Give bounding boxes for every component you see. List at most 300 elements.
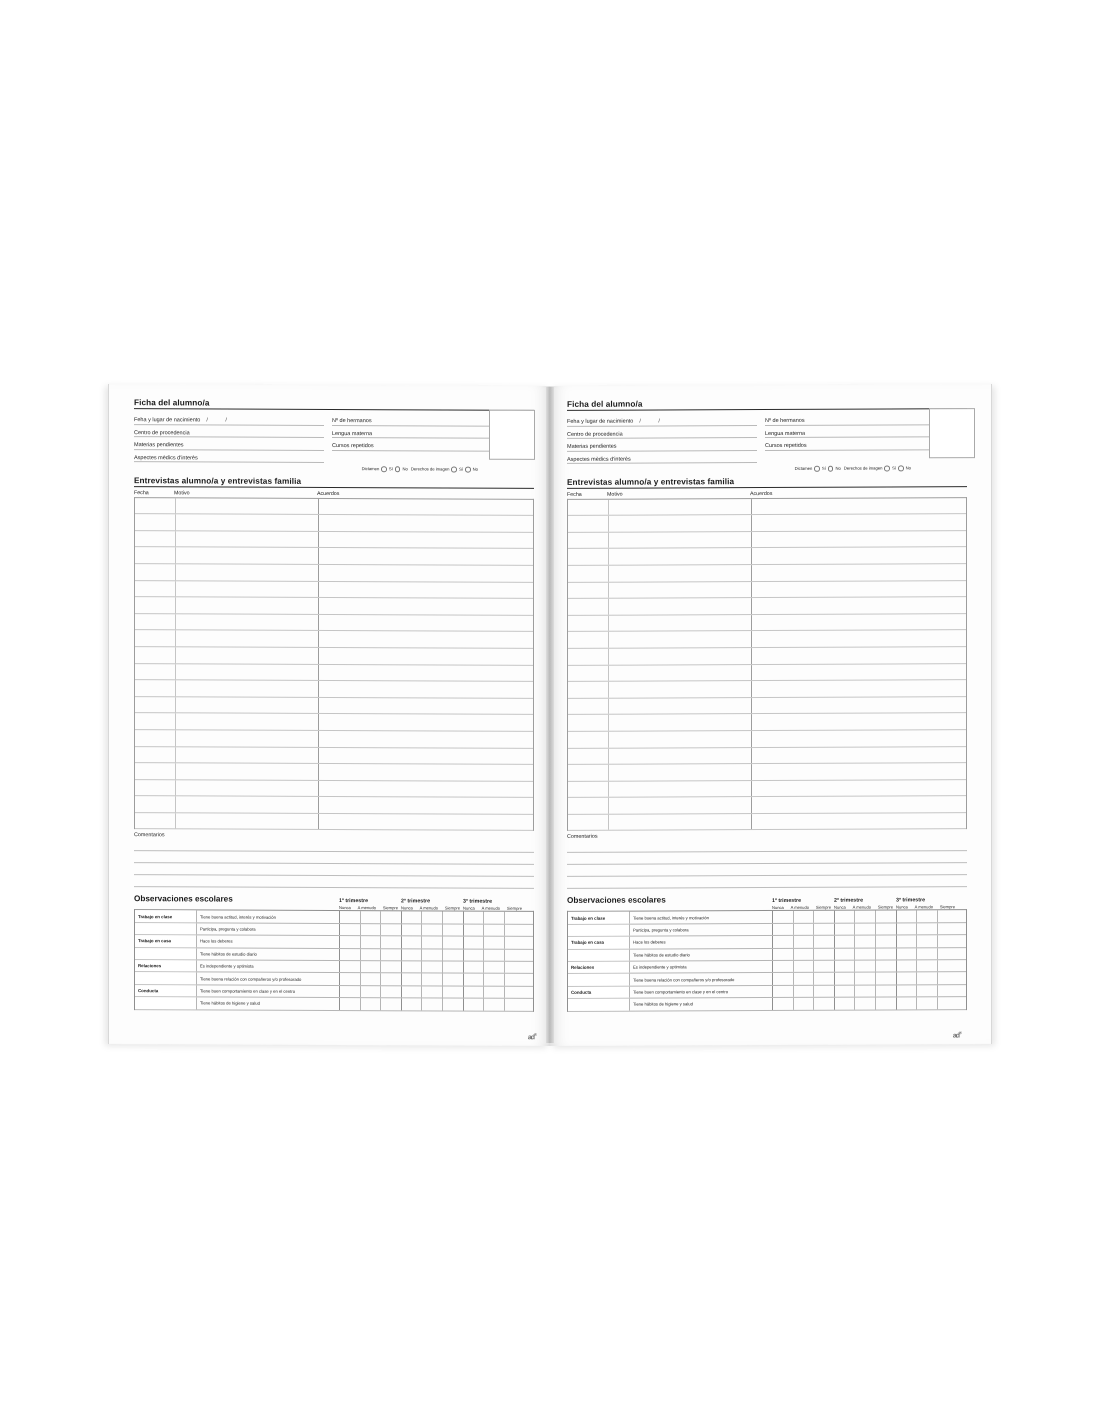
table-row[interactable] <box>568 713 966 731</box>
observacion-checkbox-cell[interactable] <box>917 948 938 959</box>
cell-motivo[interactable] <box>609 565 752 581</box>
observacion-checkbox-cell[interactable] <box>855 923 876 934</box>
observacion-checkbox-cell[interactable] <box>402 999 423 1010</box>
table-row[interactable] <box>568 630 966 648</box>
table-row[interactable] <box>568 680 966 698</box>
cell-acuerdos[interactable] <box>752 514 966 531</box>
cell-acuerdos[interactable] <box>752 713 966 730</box>
observacion-checkbox-cell[interactable] <box>484 974 505 985</box>
cell-acuerdos[interactable] <box>752 697 966 714</box>
table-row[interactable] <box>135 747 533 765</box>
cell-fecha[interactable] <box>568 748 609 764</box>
observacion-checkbox-cell[interactable] <box>917 911 938 922</box>
observacion-checkbox-cell[interactable] <box>505 987 526 998</box>
observacion-checkbox-cell[interactable] <box>422 949 443 960</box>
observacion-checkbox-cell[interactable] <box>794 911 815 922</box>
cell-acuerdos[interactable] <box>319 714 533 731</box>
cell-fecha[interactable] <box>135 697 176 713</box>
observacion-checkbox-cell[interactable] <box>361 924 382 935</box>
observacion-checkbox-cell[interactable] <box>361 912 382 923</box>
observacion-checkbox-cell[interactable] <box>422 912 443 923</box>
field-birth-date-place[interactable] <box>567 413 757 426</box>
cell-motivo[interactable] <box>176 780 319 796</box>
photo-placeholder-box[interactable] <box>489 410 535 460</box>
observacion-checkbox-cell[interactable] <box>340 924 361 935</box>
cell-fecha[interactable] <box>568 815 609 831</box>
cell-motivo[interactable] <box>609 532 752 548</box>
cell-motivo[interactable] <box>176 697 319 713</box>
cell-acuerdos[interactable] <box>319 698 533 715</box>
cell-motivo[interactable] <box>609 797 752 813</box>
observacion-checkbox-cell[interactable] <box>361 949 382 960</box>
table-row[interactable] <box>135 713 533 731</box>
cell-fecha[interactable] <box>568 566 609 582</box>
observacion-checkbox-cell[interactable] <box>917 923 938 934</box>
field-birth-date-place[interactable] <box>134 412 324 425</box>
cell-motivo[interactable] <box>609 615 752 631</box>
table-row[interactable] <box>135 630 533 648</box>
observacion-checkbox-cell[interactable] <box>917 960 938 971</box>
cell-fecha[interactable] <box>568 781 609 797</box>
cell-fecha[interactable] <box>568 798 609 814</box>
cell-acuerdos[interactable] <box>752 564 966 581</box>
cell-fecha[interactable] <box>568 549 609 565</box>
observacion-checkbox-cell[interactable] <box>505 937 526 948</box>
table-row[interactable] <box>568 697 966 715</box>
field-mother-tongue[interactable] <box>765 425 955 438</box>
observacion-checkbox-cell[interactable] <box>361 986 382 997</box>
observacion-checkbox-cell[interactable] <box>897 923 918 934</box>
observacion-checkbox-cell[interactable] <box>505 962 526 973</box>
cell-acuerdos[interactable] <box>752 498 966 515</box>
observacion-checkbox-cell[interactable] <box>773 961 794 972</box>
cell-acuerdos[interactable] <box>752 813 966 830</box>
observacion-checkbox-cell[interactable] <box>855 948 876 959</box>
observacion-checkbox-cell[interactable] <box>340 912 361 923</box>
cell-motivo[interactable] <box>609 681 752 697</box>
cell-acuerdos[interactable] <box>319 631 533 648</box>
cell-motivo[interactable] <box>609 748 752 764</box>
observacion-checkbox-cell[interactable] <box>422 974 443 985</box>
observacion-checkbox-cell[interactable] <box>484 937 505 948</box>
radio-icon[interactable] <box>898 465 904 471</box>
observacion-checkbox-cell[interactable] <box>443 912 464 923</box>
observacion-checkbox-cell[interactable] <box>484 986 505 997</box>
observacion-checkbox-cell[interactable] <box>422 937 443 948</box>
table-row[interactable] <box>135 581 533 599</box>
cell-fecha[interactable] <box>135 581 176 597</box>
cell-fecha[interactable] <box>568 649 609 665</box>
table-row[interactable] <box>568 581 966 599</box>
observacion-checkbox-cell[interactable] <box>938 935 959 946</box>
cell-fecha[interactable] <box>135 597 176 613</box>
observacion-checkbox-cell[interactable] <box>794 948 815 959</box>
cell-motivo[interactable] <box>176 564 319 580</box>
cell-fecha[interactable] <box>135 514 176 530</box>
photo-placeholder-box[interactable] <box>929 408 975 458</box>
observacion-checkbox-cell[interactable] <box>938 973 959 984</box>
cell-motivo[interactable] <box>609 582 752 598</box>
cell-acuerdos[interactable] <box>752 614 966 631</box>
observacion-checkbox-cell[interactable] <box>773 998 794 1009</box>
observacion-checkbox-cell[interactable] <box>505 999 526 1010</box>
field-repeated-courses[interactable] <box>765 437 955 450</box>
observacion-checkbox-cell[interactable] <box>505 925 526 936</box>
cell-fecha[interactable] <box>135 713 176 729</box>
observacion-checkbox-cell[interactable] <box>773 973 794 984</box>
cell-fecha[interactable] <box>135 630 176 646</box>
table-row[interactable] <box>568 763 966 781</box>
cell-acuerdos[interactable] <box>319 681 533 698</box>
cell-fecha[interactable] <box>568 632 609 648</box>
observacion-checkbox-cell[interactable] <box>402 912 423 923</box>
observacion-checkbox-cell[interactable] <box>794 936 815 947</box>
observacion-checkbox-cell[interactable] <box>917 997 938 1008</box>
observacion-checkbox-cell[interactable] <box>835 936 856 947</box>
cell-fecha[interactable] <box>135 680 176 696</box>
observacion-checkbox-cell[interactable] <box>773 986 794 997</box>
observacion-checkbox-cell[interactable] <box>876 973 897 984</box>
radio-icon[interactable] <box>395 466 401 472</box>
observacion-checkbox-cell[interactable] <box>402 986 423 997</box>
cell-motivo[interactable] <box>176 647 319 663</box>
cell-motivo[interactable] <box>176 730 319 746</box>
observacion-checkbox-cell[interactable] <box>402 974 423 985</box>
cell-fecha[interactable] <box>568 615 609 631</box>
observacion-checkbox-cell[interactable] <box>443 924 464 935</box>
observacion-checkbox-cell[interactable] <box>835 911 856 922</box>
observacion-checkbox-cell[interactable] <box>814 948 835 959</box>
observacion-checkbox-cell[interactable] <box>855 973 876 984</box>
table-row[interactable] <box>568 813 966 831</box>
cell-motivo[interactable] <box>609 698 752 714</box>
table-row[interactable] <box>135 564 533 582</box>
observacion-checkbox-cell[interactable] <box>361 974 382 985</box>
observacion-checkbox-cell[interactable] <box>443 937 464 948</box>
cell-fecha[interactable] <box>135 531 176 547</box>
cell-fecha[interactable] <box>568 665 609 681</box>
table-row[interactable] <box>135 647 533 665</box>
observacion-checkbox-cell[interactable] <box>484 925 505 936</box>
table-row[interactable] <box>135 614 533 632</box>
cell-motivo[interactable] <box>609 781 752 797</box>
observacion-checkbox-cell[interactable] <box>464 924 485 935</box>
observacion-checkbox-cell[interactable] <box>814 924 835 935</box>
table-row[interactable] <box>135 763 533 781</box>
table-row[interactable] <box>135 514 533 532</box>
observacion-checkbox-cell[interactable] <box>422 924 443 935</box>
cell-fecha[interactable] <box>568 582 609 598</box>
cell-acuerdos[interactable] <box>752 597 966 614</box>
observacion-checkbox-cell[interactable] <box>361 998 382 1009</box>
observacion-checkbox-cell[interactable] <box>505 974 526 985</box>
table-row[interactable] <box>135 531 533 549</box>
observacion-checkbox-cell[interactable] <box>855 911 876 922</box>
observacion-checkbox-cell[interactable] <box>876 911 897 922</box>
observacion-checkbox-cell[interactable] <box>361 961 382 972</box>
cell-acuerdos[interactable] <box>319 797 533 814</box>
field-previous-school[interactable] <box>134 425 324 438</box>
cell-acuerdos[interactable] <box>752 664 966 681</box>
observacion-checkbox-cell[interactable] <box>381 974 402 985</box>
observacion-checkbox-cell[interactable] <box>897 998 918 1009</box>
observacion-checkbox-cell[interactable] <box>855 998 876 1009</box>
cell-motivo[interactable] <box>609 548 752 564</box>
observacion-row[interactable] <box>568 997 966 1011</box>
cell-motivo[interactable] <box>176 498 319 514</box>
cell-acuerdos[interactable] <box>752 581 966 598</box>
observacion-checkbox-cell[interactable] <box>835 985 856 996</box>
cell-acuerdos[interactable] <box>752 630 966 647</box>
observacion-checkbox-cell[interactable] <box>917 985 938 996</box>
observacion-checkbox-cell[interactable] <box>917 973 938 984</box>
cell-acuerdos[interactable] <box>319 582 533 599</box>
cell-motivo[interactable] <box>176 797 319 813</box>
cell-motivo[interactable] <box>176 581 319 597</box>
cell-acuerdos[interactable] <box>319 548 533 565</box>
observacion-checkbox-cell[interactable] <box>938 923 959 934</box>
cell-motivo[interactable] <box>609 515 752 531</box>
cell-motivo[interactable] <box>609 731 752 747</box>
table-row[interactable] <box>568 514 966 532</box>
cell-fecha[interactable] <box>568 532 609 548</box>
observacion-checkbox-cell[interactable] <box>773 924 794 935</box>
observacion-checkbox-cell[interactable] <box>484 949 505 960</box>
cell-acuerdos[interactable] <box>752 796 966 813</box>
cell-fecha[interactable] <box>135 747 176 763</box>
table-row[interactable] <box>568 564 966 582</box>
table-row[interactable] <box>568 498 966 516</box>
field-siblings-count[interactable] <box>765 412 955 425</box>
observacion-checkbox-cell[interactable] <box>814 911 835 922</box>
cell-fecha[interactable] <box>135 548 176 564</box>
table-row[interactable] <box>568 796 966 814</box>
observacion-checkbox-cell[interactable] <box>814 973 835 984</box>
observacion-checkbox-cell[interactable] <box>938 960 959 971</box>
cell-acuerdos[interactable] <box>319 814 533 831</box>
cell-acuerdos[interactable] <box>319 648 533 665</box>
observacion-checkbox-cell[interactable] <box>484 912 505 923</box>
cell-motivo[interactable] <box>176 515 319 531</box>
radio-icon[interactable] <box>381 466 387 472</box>
table-row[interactable] <box>568 664 966 682</box>
table-row[interactable] <box>568 531 966 549</box>
observacion-checkbox-cell[interactable] <box>938 911 959 922</box>
cell-acuerdos[interactable] <box>752 763 966 780</box>
cell-motivo[interactable] <box>176 597 319 613</box>
field-medical-aspects[interactable] <box>567 451 757 464</box>
observacion-checkbox-cell[interactable] <box>855 961 876 972</box>
table-row[interactable] <box>568 597 966 615</box>
cell-motivo[interactable] <box>176 763 319 779</box>
observacion-checkbox-cell[interactable] <box>340 961 361 972</box>
observacion-checkbox-cell[interactable] <box>340 949 361 960</box>
cell-fecha[interactable] <box>135 796 176 812</box>
observacion-checkbox-cell[interactable] <box>381 986 402 997</box>
radio-icon[interactable] <box>451 467 457 473</box>
cell-motivo[interactable] <box>609 814 752 830</box>
observacion-checkbox-cell[interactable] <box>835 998 856 1009</box>
table-row[interactable] <box>568 647 966 665</box>
observacion-checkbox-cell[interactable] <box>443 999 464 1010</box>
cell-fecha[interactable] <box>568 682 609 698</box>
observacion-checkbox-cell[interactable] <box>340 973 361 984</box>
observacion-checkbox-cell[interactable] <box>464 974 485 985</box>
table-row[interactable] <box>135 796 533 814</box>
observacion-checkbox-cell[interactable] <box>422 999 443 1010</box>
observacion-checkbox-cell[interactable] <box>381 998 402 1009</box>
radio-icon[interactable] <box>884 465 890 471</box>
observacion-checkbox-cell[interactable] <box>505 912 526 923</box>
observacion-checkbox-cell[interactable] <box>876 998 897 1009</box>
observacion-checkbox-cell[interactable] <box>855 936 876 947</box>
cell-motivo[interactable] <box>609 764 752 780</box>
observacion-checkbox-cell[interactable] <box>381 961 402 972</box>
cell-acuerdos[interactable] <box>752 531 966 548</box>
cell-acuerdos[interactable] <box>752 780 966 797</box>
observacion-checkbox-cell[interactable] <box>814 986 835 997</box>
observacion-checkbox-cell[interactable] <box>464 986 485 997</box>
cell-motivo[interactable] <box>609 631 752 647</box>
observacion-checkbox-cell[interactable] <box>794 973 815 984</box>
cell-acuerdos[interactable] <box>752 548 966 565</box>
cell-fecha[interactable] <box>135 730 176 746</box>
table-row[interactable] <box>135 813 533 831</box>
table-row[interactable] <box>135 780 533 798</box>
observacion-checkbox-cell[interactable] <box>402 961 423 972</box>
cell-fecha[interactable] <box>135 647 176 663</box>
observacion-checkbox-cell[interactable] <box>897 985 918 996</box>
observacion-checkbox-cell[interactable] <box>855 985 876 996</box>
cell-acuerdos[interactable] <box>319 565 533 582</box>
observacion-checkbox-cell[interactable] <box>464 937 485 948</box>
observacion-checkbox-cell[interactable] <box>876 948 897 959</box>
cell-motivo[interactable] <box>609 598 752 614</box>
observacion-row[interactable] <box>135 997 533 1011</box>
observacion-checkbox-cell[interactable] <box>443 949 464 960</box>
cell-fecha[interactable] <box>135 813 176 829</box>
observacion-checkbox-cell[interactable] <box>443 974 464 985</box>
cell-fecha[interactable] <box>568 732 609 748</box>
observacion-checkbox-cell[interactable] <box>814 998 835 1009</box>
observacion-checkbox-cell[interactable] <box>381 912 402 923</box>
cell-fecha[interactable] <box>568 715 609 731</box>
cell-acuerdos[interactable] <box>319 731 533 748</box>
field-pending-subjects[interactable] <box>134 437 324 450</box>
observacion-checkbox-cell[interactable] <box>381 936 402 947</box>
cell-motivo[interactable] <box>176 664 319 680</box>
cell-motivo[interactable] <box>176 614 319 630</box>
radio-icon[interactable] <box>465 467 471 473</box>
cell-motivo[interactable] <box>176 548 319 564</box>
observacion-checkbox-cell[interactable] <box>773 911 794 922</box>
observacion-checkbox-cell[interactable] <box>938 985 959 996</box>
field-previous-school[interactable] <box>567 426 757 439</box>
observacion-checkbox-cell[interactable] <box>422 986 443 997</box>
table-row[interactable] <box>568 614 966 632</box>
radio-icon[interactable] <box>828 466 834 472</box>
cell-motivo[interactable] <box>609 665 752 681</box>
cell-acuerdos[interactable] <box>752 747 966 764</box>
table-row[interactable] <box>568 780 966 798</box>
observacion-checkbox-cell[interactable] <box>361 936 382 947</box>
table-row[interactable] <box>135 664 533 682</box>
observacion-checkbox-cell[interactable] <box>505 949 526 960</box>
table-row[interactable] <box>135 498 533 516</box>
observacion-checkbox-cell[interactable] <box>422 961 443 972</box>
cell-motivo[interactable] <box>176 680 319 696</box>
observacion-checkbox-cell[interactable] <box>876 960 897 971</box>
cell-motivo[interactable] <box>176 813 319 829</box>
cell-fecha[interactable] <box>568 765 609 781</box>
observacion-checkbox-cell[interactable] <box>484 999 505 1010</box>
comment-line[interactable] <box>134 876 534 890</box>
observacion-checkbox-cell[interactable] <box>340 936 361 947</box>
cell-acuerdos[interactable] <box>319 532 533 549</box>
observacion-checkbox-cell[interactable] <box>835 973 856 984</box>
cell-acuerdos[interactable] <box>752 680 966 697</box>
cell-fecha[interactable] <box>568 599 609 615</box>
observacion-checkbox-cell[interactable] <box>897 948 918 959</box>
observacion-checkbox-cell[interactable] <box>794 924 815 935</box>
cell-acuerdos[interactable] <box>319 747 533 764</box>
observacion-checkbox-cell[interactable] <box>464 949 485 960</box>
cell-acuerdos[interactable] <box>319 515 533 532</box>
observacion-checkbox-cell[interactable] <box>773 936 794 947</box>
cell-acuerdos[interactable] <box>319 499 533 516</box>
observacion-checkbox-cell[interactable] <box>773 949 794 960</box>
observacion-checkbox-cell[interactable] <box>794 998 815 1009</box>
field-pending-subjects[interactable] <box>567 438 757 451</box>
observacion-checkbox-cell[interactable] <box>402 937 423 948</box>
cell-fecha[interactable] <box>135 614 176 630</box>
observacion-checkbox-cell[interactable] <box>897 960 918 971</box>
observacion-checkbox-cell[interactable] <box>938 997 959 1008</box>
observacion-checkbox-cell[interactable] <box>340 998 361 1009</box>
observacion-checkbox-cell[interactable] <box>897 911 918 922</box>
cell-fecha[interactable] <box>135 763 176 779</box>
observacion-checkbox-cell[interactable] <box>402 924 423 935</box>
cell-fecha[interactable] <box>135 664 176 680</box>
cell-acuerdos[interactable] <box>319 615 533 632</box>
radio-icon[interactable] <box>814 466 820 472</box>
observacion-checkbox-cell[interactable] <box>897 936 918 947</box>
observacion-checkbox-cell[interactable] <box>814 961 835 972</box>
cell-acuerdos[interactable] <box>752 730 966 747</box>
table-row[interactable] <box>135 730 533 748</box>
observacion-checkbox-cell[interactable] <box>464 962 485 973</box>
observacion-checkbox-cell[interactable] <box>814 936 835 947</box>
cell-fecha[interactable] <box>568 516 609 532</box>
table-row[interactable] <box>135 597 533 615</box>
observacion-checkbox-cell[interactable] <box>876 985 897 996</box>
observacion-checkbox-cell[interactable] <box>464 912 485 923</box>
cell-fecha[interactable] <box>568 698 609 714</box>
cell-acuerdos[interactable] <box>752 647 966 664</box>
observacion-checkbox-cell[interactable] <box>464 999 485 1010</box>
cell-fecha[interactable] <box>135 564 176 580</box>
observacion-checkbox-cell[interactable] <box>381 949 402 960</box>
cell-motivo[interactable] <box>609 714 752 730</box>
table-row[interactable] <box>135 697 533 715</box>
cell-motivo[interactable] <box>609 648 752 664</box>
observacion-checkbox-cell[interactable] <box>484 962 505 973</box>
cell-motivo[interactable] <box>176 631 319 647</box>
table-row[interactable] <box>135 548 533 566</box>
cell-acuerdos[interactable] <box>319 764 533 781</box>
observacion-checkbox-cell[interactable] <box>402 949 423 960</box>
observacion-checkbox-cell[interactable] <box>835 961 856 972</box>
